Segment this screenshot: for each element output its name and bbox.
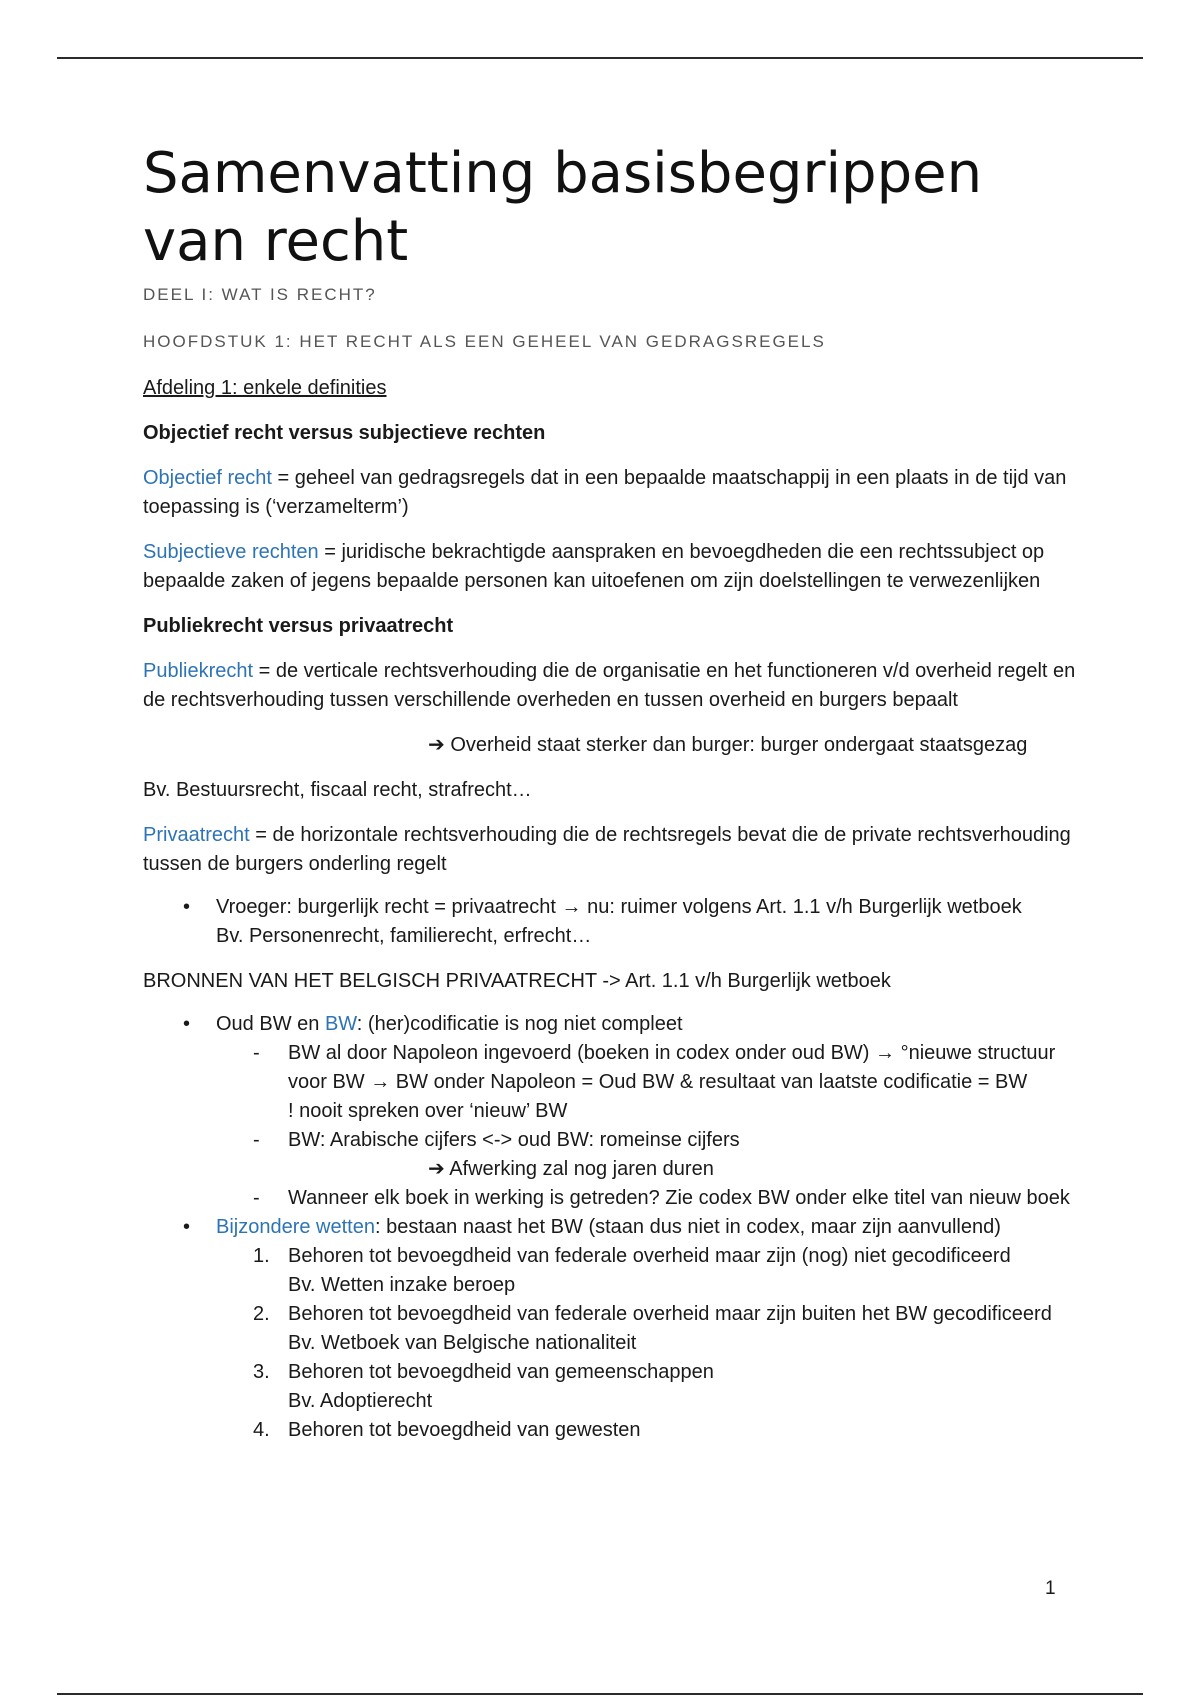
list-item-text: : bestaan naast het BW (staan dus niet in codex, maar zijn aanvullend) xyxy=(374,1216,1001,1238)
chapter-heading: HOOFDSTUK 1: HET RECHT ALS EEN GEHEEL VAN GEDRAGSREGELS xyxy=(143,332,826,351)
numbered-item-text: Behoren tot bevoegdheid van federale overheid maar zijn (nog) niet gecodificeerd xyxy=(288,1245,1011,1267)
page-bottom-rule xyxy=(57,1693,1143,1695)
numbered-item-example: Bv. Wetboek van Belgische nationaliteit xyxy=(288,1332,637,1354)
definition-text: = juridische bekrachtigde aanspraken en bevoegdheden die een rechtssubject op bepaalde zaken of jegens bepaalde personen kan uitoefenen om zijn doelstellingen te verwezenlijken xyxy=(143,541,1045,592)
definition-text: = geheel van gedragsregels dat in een bepaalde maatschappij in een plaats in de tijd van toepassing is (‘verzamelterm’) xyxy=(143,467,1067,518)
numbered-item-text: Behoren tot bevoegdheid van federale overheid maar zijn buiten het BW gecodificeerd xyxy=(288,1303,1052,1325)
dash-item xyxy=(143,1184,1083,1213)
definition-objectief xyxy=(143,464,1083,522)
subheading-publiek: Publiekrecht versus privaatrecht xyxy=(143,615,454,637)
definition-subjectief xyxy=(143,538,1083,596)
dash-item-text: - BW al door Napoleon ingevoerd (boeken in codex onder oud BW) → °nieuwe structuur voor BW → BW onder Napoleon = Oud BW & resultaat van laatste codificatie = BW xyxy=(288,1042,1056,1093)
numbered-item xyxy=(143,1416,1083,1445)
item-number: 1. xyxy=(253,1245,270,1267)
subheading-objectief: Objectief recht versus subjectieve rechten xyxy=(143,422,546,444)
page-top-rule xyxy=(57,57,1143,59)
document-title: Samenvatting basisbegrippen van recht xyxy=(143,141,983,274)
dash-item-text: - BW: Arabische cijfers <-> oud BW: romeinse cijfers xyxy=(288,1129,740,1151)
term-bw: BW xyxy=(324,1013,357,1035)
numbered-item-example: Bv. Adoptierecht xyxy=(288,1390,433,1412)
term-subjectief: Subjectieve rechten xyxy=(143,541,319,563)
bullet-list-vroeger xyxy=(143,893,1083,951)
item-number: 4. xyxy=(253,1419,270,1441)
definition-text: = de horizontale rechtsverhouding die de rechtsregels bevat die de private rechtsverhouding tussen de burgers onderling regelt xyxy=(143,824,1071,875)
section-heading: Afdeling 1: enkele definities xyxy=(143,377,387,399)
arrow-note: ➔ Overheid staat sterker dan burger: burger ondergaat staatsgezag xyxy=(428,734,1028,756)
definition-privaat xyxy=(143,821,1083,879)
dash-item xyxy=(143,1126,1083,1155)
numbered-item-text: Behoren tot bevoegdheid van gemeenschappen xyxy=(288,1361,714,1383)
definition-publiek xyxy=(143,657,1083,715)
list-item xyxy=(143,1213,1083,1242)
term-objectief: Objectief recht xyxy=(143,467,272,489)
dash-item-text: - Wanneer elk boek in werking is getreden? Zie codex BW onder elke titel van nieuw boek xyxy=(288,1187,1070,1209)
item-number: 3. xyxy=(253,1361,270,1383)
list-item-text: • Vroeger: burgerlijk recht = privaatrecht → nu: ruimer volgens Art. 1.1 v/h Burgerlijk wetboek xyxy=(216,896,1022,918)
term-bijzondere-wetten: Bijzondere wetten xyxy=(216,1216,375,1238)
dash-item xyxy=(143,1039,1083,1126)
sources-heading: BRONNEN VAN HET BELGISCH PRIVAATRECHT -> Art. 1.1 v/h Burgerlijk wetboek xyxy=(143,970,891,992)
numbered-item xyxy=(143,1300,1083,1358)
arrow-note: ➔ Afwerking zal nog jaren duren xyxy=(428,1158,714,1180)
term-publiek: Publiekrecht xyxy=(143,660,254,682)
document-body xyxy=(143,140,1083,1445)
list-item xyxy=(143,893,1083,951)
term-privaat: Privaatrecht xyxy=(143,824,250,846)
list-item-example: Bv. Personenrecht, familierecht, erfrecht… xyxy=(216,925,592,947)
numbered-item xyxy=(143,1358,1083,1416)
item-number: 2. xyxy=(253,1303,270,1325)
dash-item-note: ! nooit spreken over ‘nieuw’ BW xyxy=(288,1100,568,1122)
numbered-item-example: Bv. Wetten inzake beroep xyxy=(288,1274,516,1296)
definition-text: = de verticale rechtsverhouding die de organisatie en het functioneren v/d overheid regelt en de rechtsverhouding tussen verschillende overheden en tussen overheid en burgers bepaalt xyxy=(143,660,1076,711)
page-number: 1 xyxy=(1045,1578,1056,1599)
list-item xyxy=(143,1010,1083,1039)
list-item-text: : (her)codificatie is nog niet compleet xyxy=(356,1013,683,1035)
list-item-text: Oud BW en xyxy=(216,1013,325,1035)
part-heading: DEEL I: WAT IS RECHT? xyxy=(143,285,377,304)
bullet-list-sources xyxy=(143,1010,1083,1445)
numbered-item-text: Behoren tot bevoegdheid van gewesten xyxy=(288,1419,641,1441)
numbered-item xyxy=(143,1242,1083,1300)
example-line: Bv. Bestuursrecht, fiscaal recht, strafrecht… xyxy=(143,779,532,801)
